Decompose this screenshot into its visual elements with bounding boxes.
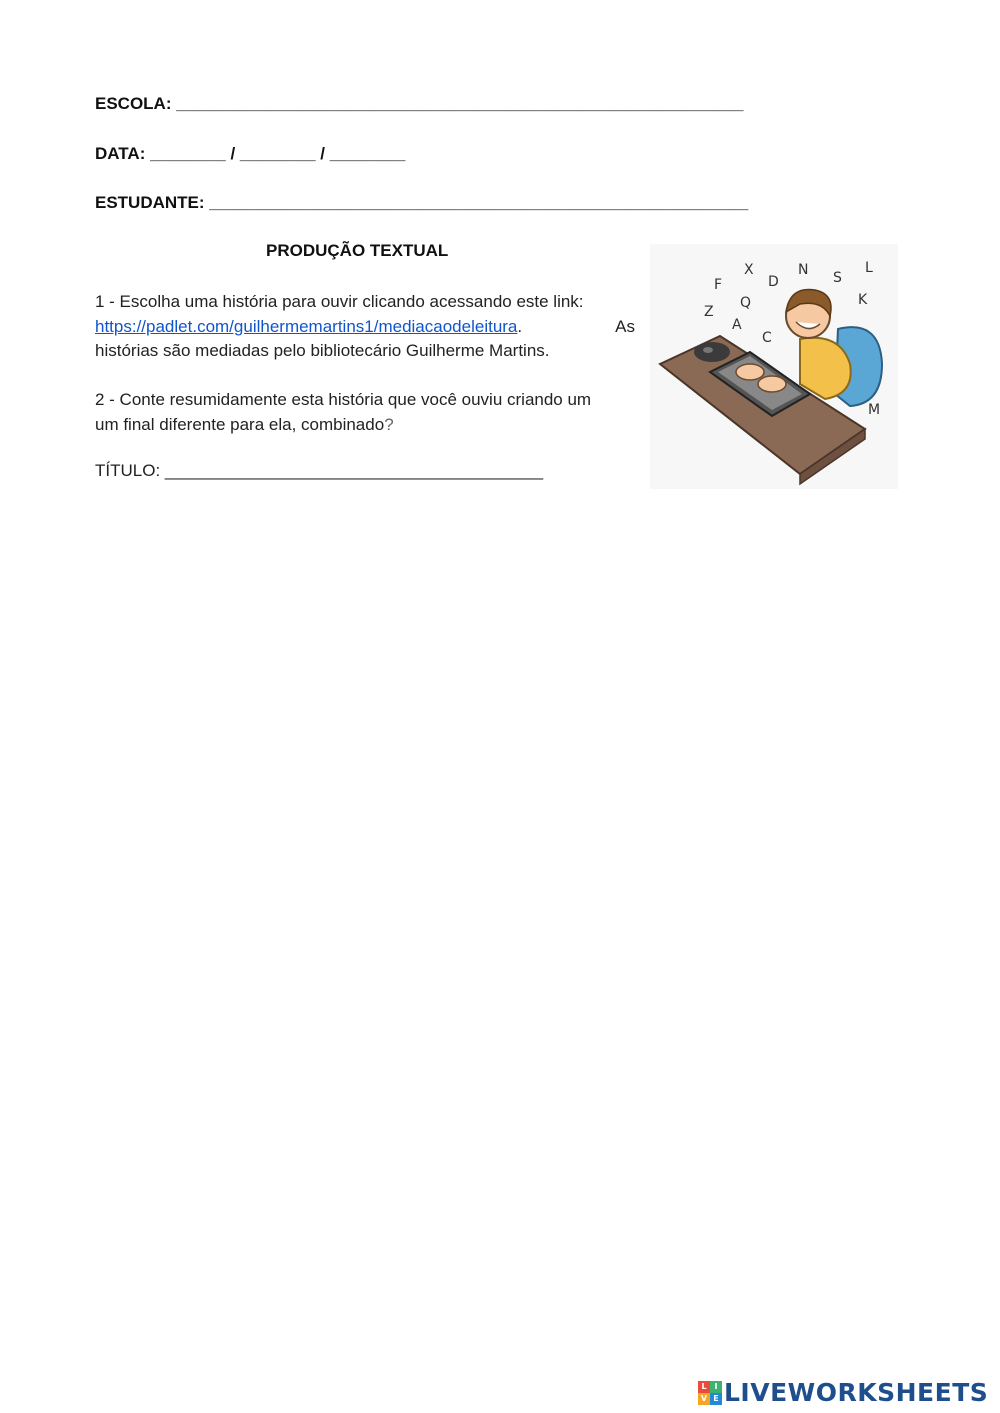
question-2 [95, 388, 635, 437]
letter: L [865, 260, 873, 276]
escola-field [95, 94, 744, 114]
liveworksheets-name: LIVEWORKSHEETS [724, 1378, 989, 1407]
titulo-field [95, 461, 543, 481]
question-1-line-3: histórias são mediadas pelo bibliotecário Guilherme Martins. [95, 341, 550, 360]
logo-letter: L [698, 1381, 710, 1393]
letter: K [858, 292, 868, 308]
padlet-link[interactable]: https://padlet.com/guilhermemartins1/mediacaodeleitura [95, 316, 518, 336]
data-field [95, 144, 405, 164]
estudante-label: ESTUDANTE: [95, 193, 205, 212]
estudante-field [95, 193, 748, 213]
question-1-line-2 [95, 315, 635, 340]
letter: D [768, 274, 779, 290]
liveworksheets-logo-icon [698, 1381, 722, 1405]
letter: F [714, 277, 723, 293]
question-1 [95, 290, 635, 364]
boy-typing-illustration [650, 244, 898, 489]
letter: N [798, 262, 809, 278]
escola-label: ESCOLA: [95, 94, 172, 113]
letter: Q [740, 295, 752, 311]
data-label: DATA: [95, 144, 146, 163]
logo-letter: E [710, 1393, 722, 1405]
letter: S [833, 270, 842, 286]
link-period: . [517, 316, 523, 336]
estudante-input-line[interactable]: _________________________________________________________ [209, 193, 749, 212]
escola-input-line[interactable]: ____________________________________________________________ [176, 94, 744, 113]
letter: A [732, 317, 742, 333]
logo-letter: I [710, 1381, 722, 1393]
titulo-input-line[interactable]: ________________________________________ [164, 461, 544, 480]
question-1-line-1: 1 - Escolha uma história para ouvir clicando acessando este link: [95, 292, 584, 311]
question-2-line-2 [95, 413, 635, 438]
letter: X [744, 262, 754, 278]
letter: M [868, 402, 881, 418]
letter: C [762, 330, 772, 346]
question-2-text: um final diferente para ela, combinado [95, 414, 385, 434]
logo-letter: V [698, 1393, 710, 1405]
question-mark: ? [384, 414, 394, 434]
page-title: PRODUÇÃO TEXTUAL [266, 241, 449, 260]
liveworksheets-brand [698, 1378, 988, 1407]
data-input-line[interactable]: ________ / ________ / ________ [150, 144, 406, 163]
titulo-label: TÍTULO: [95, 461, 161, 480]
question-1-as-word: As [615, 316, 635, 336]
question-2-line-1: 2 - Conte resumidamente esta história que você ouviu criando um [95, 390, 592, 409]
letter: Z [704, 304, 714, 320]
